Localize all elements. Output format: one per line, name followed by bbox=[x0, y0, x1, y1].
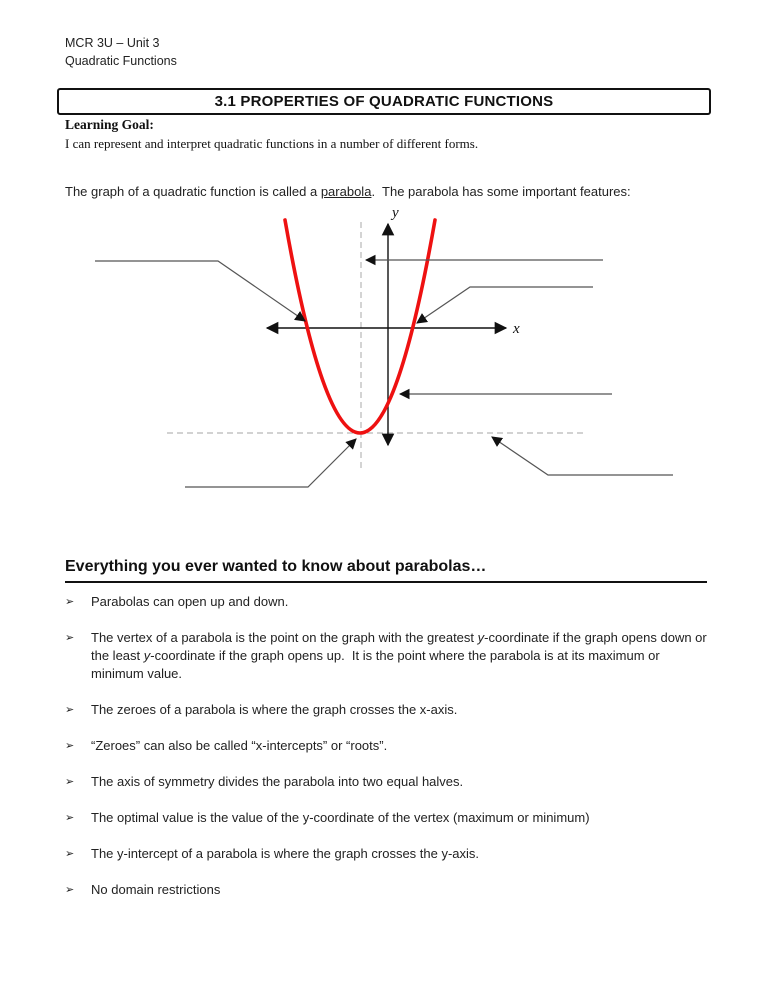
bullet-text: “Zeroes” can also be called “x-intercepts” or “roots”. bbox=[91, 738, 388, 753]
y-axis-label: y bbox=[392, 205, 399, 221]
bullet-arrow-icon: ➢ bbox=[65, 632, 75, 644]
bullet-item bbox=[65, 845, 715, 863]
callout-left-zero-pointer bbox=[95, 261, 305, 321]
parabola-curve bbox=[285, 220, 435, 433]
bullet-item bbox=[65, 773, 715, 791]
intro-text-after: . The parabola has some important features: bbox=[371, 184, 631, 199]
bullet-item bbox=[65, 809, 715, 827]
bullet-item bbox=[65, 881, 715, 899]
x-axis-label: x bbox=[513, 321, 520, 337]
bullet-item bbox=[65, 737, 715, 755]
bullet-text: The axis of symmetry divides the parabola into two equal halves. bbox=[91, 774, 464, 789]
intro-paragraph bbox=[65, 182, 680, 202]
bullet-item bbox=[65, 701, 715, 719]
bullet-arrow-icon: ➢ bbox=[65, 812, 75, 824]
bullet-arrow-icon: ➢ bbox=[65, 740, 75, 752]
bullet-text: The vertex of a parabola is the point on the graph with the greatest y-coordinate if the graph opens down or the least y-coordinate if the graph opens up. It is the point where the parabola is at its maximum or minimum value. bbox=[91, 630, 711, 681]
bullet-text: No domain restrictions bbox=[91, 882, 221, 897]
callout-right-zero-pointer bbox=[417, 287, 593, 323]
bullet-text: The optimal value is the value of the y-coordinate of the vertex (maximum or minimum) bbox=[91, 810, 590, 825]
bullet-arrow-icon: ➢ bbox=[65, 596, 75, 608]
intro-text-before: The graph of a quadratic function is called a bbox=[65, 184, 321, 199]
bullet-item bbox=[65, 629, 715, 683]
bullet-item bbox=[65, 593, 715, 611]
unit-name: Quadratic Functions bbox=[65, 54, 177, 68]
bullet-text: The zeroes of a parabola is where the graph crosses the x-axis. bbox=[91, 702, 458, 717]
learning-goal-label: Learning Goal: bbox=[65, 117, 154, 132]
bullet-arrow-icon: ➢ bbox=[65, 776, 75, 788]
learning-goal-text: I can represent and interpret quadratic functions in a number of different forms. bbox=[65, 136, 479, 151]
bullet-list bbox=[65, 593, 715, 917]
bullet-arrow-icon: ➢ bbox=[65, 884, 75, 896]
intro-underlined-word: parabola bbox=[320, 184, 372, 199]
bullet-arrow-icon: ➢ bbox=[65, 848, 75, 860]
section-heading: Everything you ever wanted to know about parabolas… bbox=[65, 558, 707, 583]
course-code: MCR 3U – Unit 3 bbox=[65, 36, 160, 50]
bullet-arrow-icon: ➢ bbox=[65, 704, 75, 716]
bullet-text: The y-intercept of a parabola is where the graph crosses the y-axis. bbox=[91, 846, 480, 861]
doc-header bbox=[65, 34, 177, 70]
title-box bbox=[57, 88, 711, 115]
page-title: 3.1 PROPERTIES OF QUADRATIC FUNCTIONS bbox=[214, 93, 554, 110]
bullet-text: Parabolas can open up and down. bbox=[91, 594, 289, 609]
callout-optimal-value-pointer bbox=[492, 437, 673, 475]
callout-vertex-pointer bbox=[185, 439, 356, 487]
